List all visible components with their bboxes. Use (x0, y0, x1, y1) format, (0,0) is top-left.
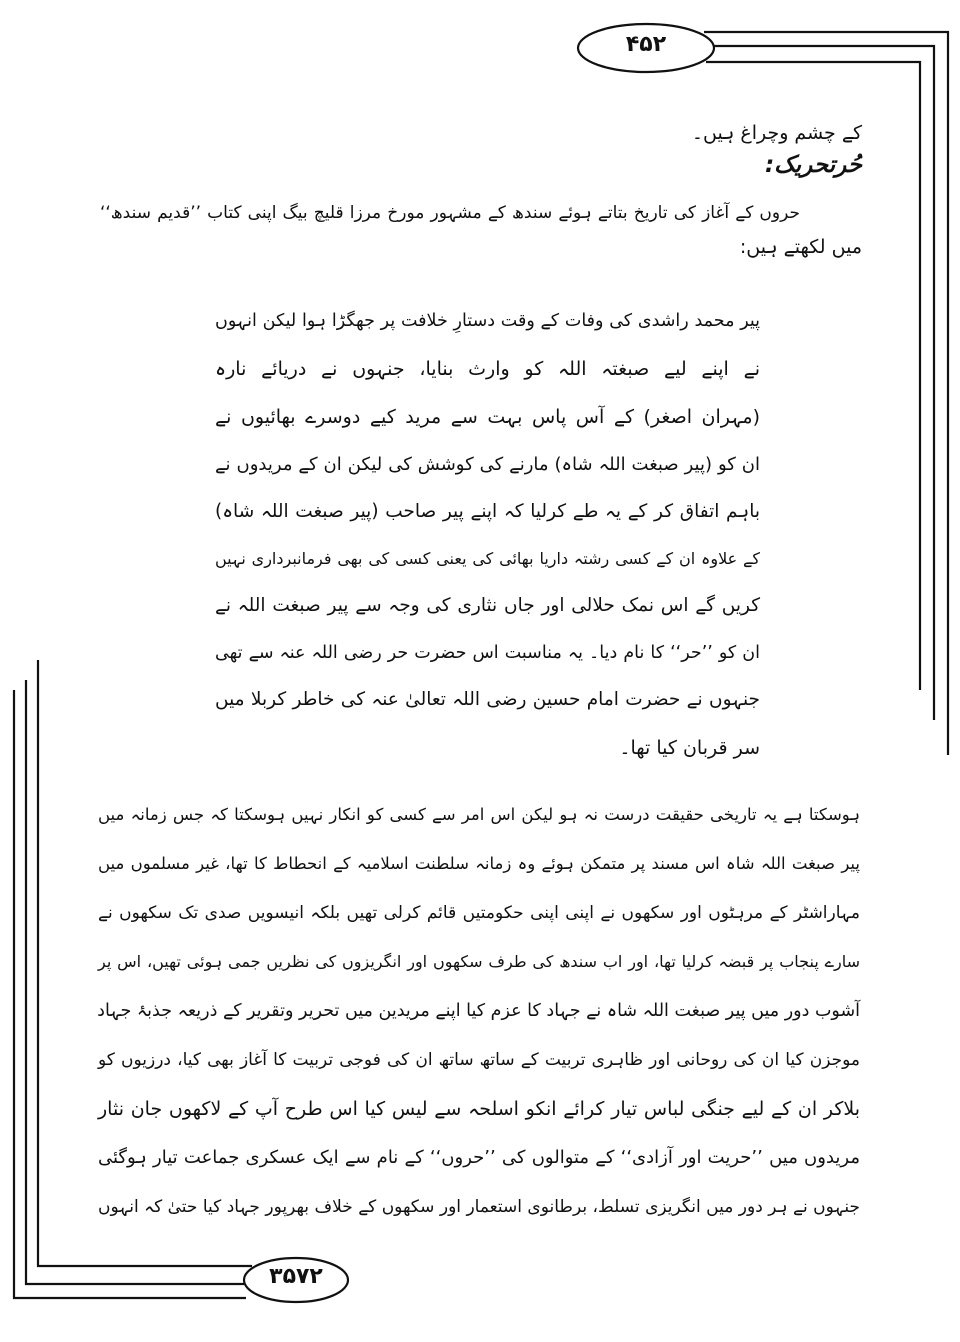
body-line: پیر صبغت اللہ شاہ اس مسند پر متمکن ہوئے وہ زمانہ سلطنت اسلامیہ کے انحطاط کا تھا، غیر مسلموں میں (98, 854, 860, 873)
intro-line-1: کے چشم وچراغ ہیں۔ (691, 122, 862, 144)
body-line: بلاکر ان کے لیے جنگی لباس تیار کرائے انکو اسلحہ سے لیس کیا اس طرح آپ کے لاکھوں جان نثار (98, 1098, 860, 1120)
body-line: مریدوں میں ’’حریت اور آزادی‘‘ کے متوالوں کی ’’حروں‘‘ کے نام سے ایک عسکری جماعت تیار ہوگئی (98, 1147, 860, 1168)
body-line: ہوسکتا ہے یہ تاریخی حقیقت درست نہ ہو لیکن اس امر سے کسی کو انکار نہیں ہوسکتا کہ جس زمانہ میں (98, 805, 860, 824)
quote-line: کے علاوہ ان کے کسی رشتہ داریا بھائی کی یعنی کسی کی بھی فرمانبرداری نہیں (215, 549, 760, 568)
quote-line: کریں گے اس نمک حلالی اور جاں نثاری کی وجہ سے پیر صبغت اللہ نے (215, 595, 760, 616)
quote-line: ان کو (پیر صبغت اللہ شاہ) مارنے کی کوشش کی لیکن ان کے مریدوں نے (215, 454, 760, 475)
intro-line-2: حروں کے آغاز کی تاریخ بتاتے ہوئے سندھ کے مشہور مورخ مرزا قلیچ بیگ اپنی کتاب ’’قدیم سندھ‘‘ (100, 203, 800, 223)
quote-line: ان کو ’’حر‘‘ کا نام دیا۔ یہ مناسبت اس حضرت حر رضی اللہ عنہ سے تھی (215, 643, 760, 663)
quote-line: جنہوں نے حضرت امام حسین رضی اللہ تعالیٰ عنہ کی خاطر کربلا میں (215, 689, 760, 710)
quote-line: باہم اتفاق کر کے یہ طے کرلیا کہ اپنے پیر صاحب (پیر صبغت اللہ شاہ) (215, 501, 760, 522)
quote-line: سر قربان کیا تھا۔ (619, 737, 760, 759)
quote-line: پیر محمد راشدی کی وفات کے وقت دستارِ خلافت پر جھگڑا ہوا لیکن انہوں (215, 311, 760, 331)
intro-line-3: میں لکھتے ہیں: (739, 236, 862, 258)
bottom-page-number: ۳۵۷۲ (269, 1264, 323, 1289)
body-line: موجزن کیا ان کی روحانی اور ظاہری تربیت کے ساتھ ساتھ ان کی فوجی تربیت کا آغاز بھی کیا، درزیوں کو (98, 1050, 860, 1070)
body-line: مہاراشٹر کے مرہٹوں اور سکھوں نے اپنی اپنی حکومتیں قائم کرلی تھیں بلکہ انیسویں صدی تک سکھوں نے (98, 903, 860, 923)
section-heading: حُرتحریک: (764, 152, 862, 178)
body-line: جنہوں نے ہر دور میں انگریزی تسلط، برطانوی استعمار اور سکھوں کے خلاف بھرپور جہاد کیا حتیٰ کہ انہوں (98, 1197, 860, 1217)
top-page-number: ۴۵۲ (625, 32, 667, 57)
body-line: سارے پنجاب پر قبضہ کرلیا تھا، اور اب سندھ کی طرف سکھوں اور انگریزوں کی نظریں جمی ہوئی تھیں، اس پر (98, 952, 860, 971)
body-line: آشوب دور میں پیر صبغت اللہ شاہ نے جہاد کا عزم کیا اپنے مریدین میں تحریر وتقریر کے ذریعہ جذبۂ جہاد (97, 1001, 860, 1021)
quote-line: (مہران اصغر) کے آس پاس بہت سے مرید کیے دوسرے بھائیوں نے (215, 406, 760, 428)
quote-line: نے اپنے لیے صبغتہ اللہ کو وارث بنایا، جنہوں نے دریائے نارہ (215, 358, 760, 380)
